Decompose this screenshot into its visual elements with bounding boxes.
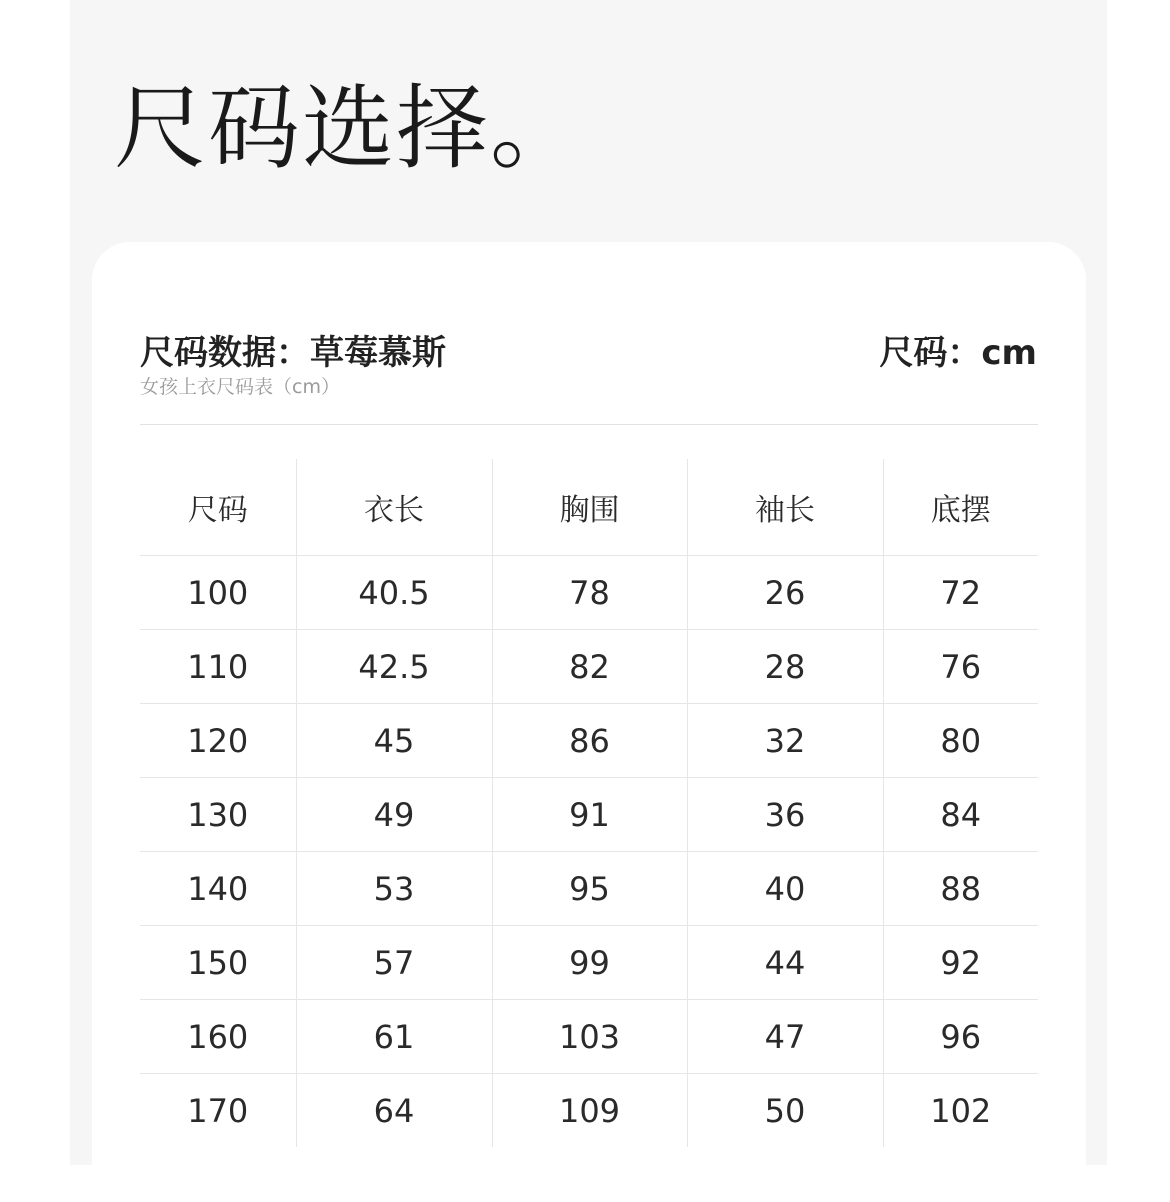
table-cell: 150: [140, 926, 296, 1000]
table-cell: 82: [492, 630, 687, 704]
table-cell: 84: [883, 778, 1038, 852]
table-cell: 45: [296, 704, 492, 778]
table-row: [140, 852, 1038, 926]
column-header-chest: 胸围: [492, 459, 687, 556]
table-cell: 110: [140, 630, 296, 704]
table-cell: 100: [140, 556, 296, 630]
table-header-row: [140, 459, 1038, 556]
table-cell: 91: [492, 778, 687, 852]
table-cell: 99: [492, 926, 687, 1000]
table-cell: 64: [296, 1074, 492, 1148]
table-row: [140, 556, 1038, 630]
table-cell: 44: [687, 926, 883, 1000]
table-cell: 36: [687, 778, 883, 852]
table-cell: 40.5: [296, 556, 492, 630]
table-cell: 28: [687, 630, 883, 704]
size-chart-heading: 尺码数据：草莓慕斯: [140, 333, 446, 373]
table-row: [140, 630, 1038, 704]
unit-label: 尺码：cm: [879, 333, 1037, 373]
table-cell: 130: [140, 778, 296, 852]
table-cell: 102: [883, 1074, 1038, 1148]
table-cell: 120: [140, 704, 296, 778]
size-chart-subtitle: 女孩上衣尺码表（cm）: [140, 376, 340, 398]
table-cell: 40: [687, 852, 883, 926]
table-cell: 72: [883, 556, 1038, 630]
table-cell: 96: [883, 1000, 1038, 1074]
table-cell: 26: [687, 556, 883, 630]
table-cell: 103: [492, 1000, 687, 1074]
table-row: [140, 778, 1038, 852]
column-header-size: 尺码: [140, 459, 296, 556]
page-title: 尺码选择。: [114, 75, 585, 182]
table-cell: 53: [296, 852, 492, 926]
table-cell: 57: [296, 926, 492, 1000]
table-cell: 49: [296, 778, 492, 852]
table-cell: 50: [687, 1074, 883, 1148]
table-cell: 86: [492, 704, 687, 778]
table-cell: 78: [492, 556, 687, 630]
table-cell: 88: [883, 852, 1038, 926]
table-cell: 61: [296, 1000, 492, 1074]
column-header-sleeve: 袖长: [687, 459, 883, 556]
table-cell: 42.5: [296, 630, 492, 704]
table-row: [140, 704, 1038, 778]
table-cell: 170: [187, 1091, 249, 1130]
table-row: [140, 1074, 1038, 1148]
table-cell: 92: [883, 926, 1038, 1000]
table-cell: 76: [883, 630, 1038, 704]
table-row: [140, 1000, 1038, 1074]
table-cell: 109: [492, 1074, 687, 1148]
table-cell: 160: [140, 1000, 296, 1074]
table-cell: 47: [687, 1000, 883, 1074]
size-table: [140, 459, 1038, 1147]
column-header-length: 衣长: [296, 459, 492, 556]
table-cell: 80: [883, 704, 1038, 778]
table-cell: 140: [140, 852, 296, 926]
table-cell: 32: [687, 704, 883, 778]
table-cell: 95: [492, 852, 687, 926]
heading-divider: [140, 424, 1038, 425]
table-row: [140, 926, 1038, 1000]
column-header-hem: 底摆: [883, 459, 1038, 556]
